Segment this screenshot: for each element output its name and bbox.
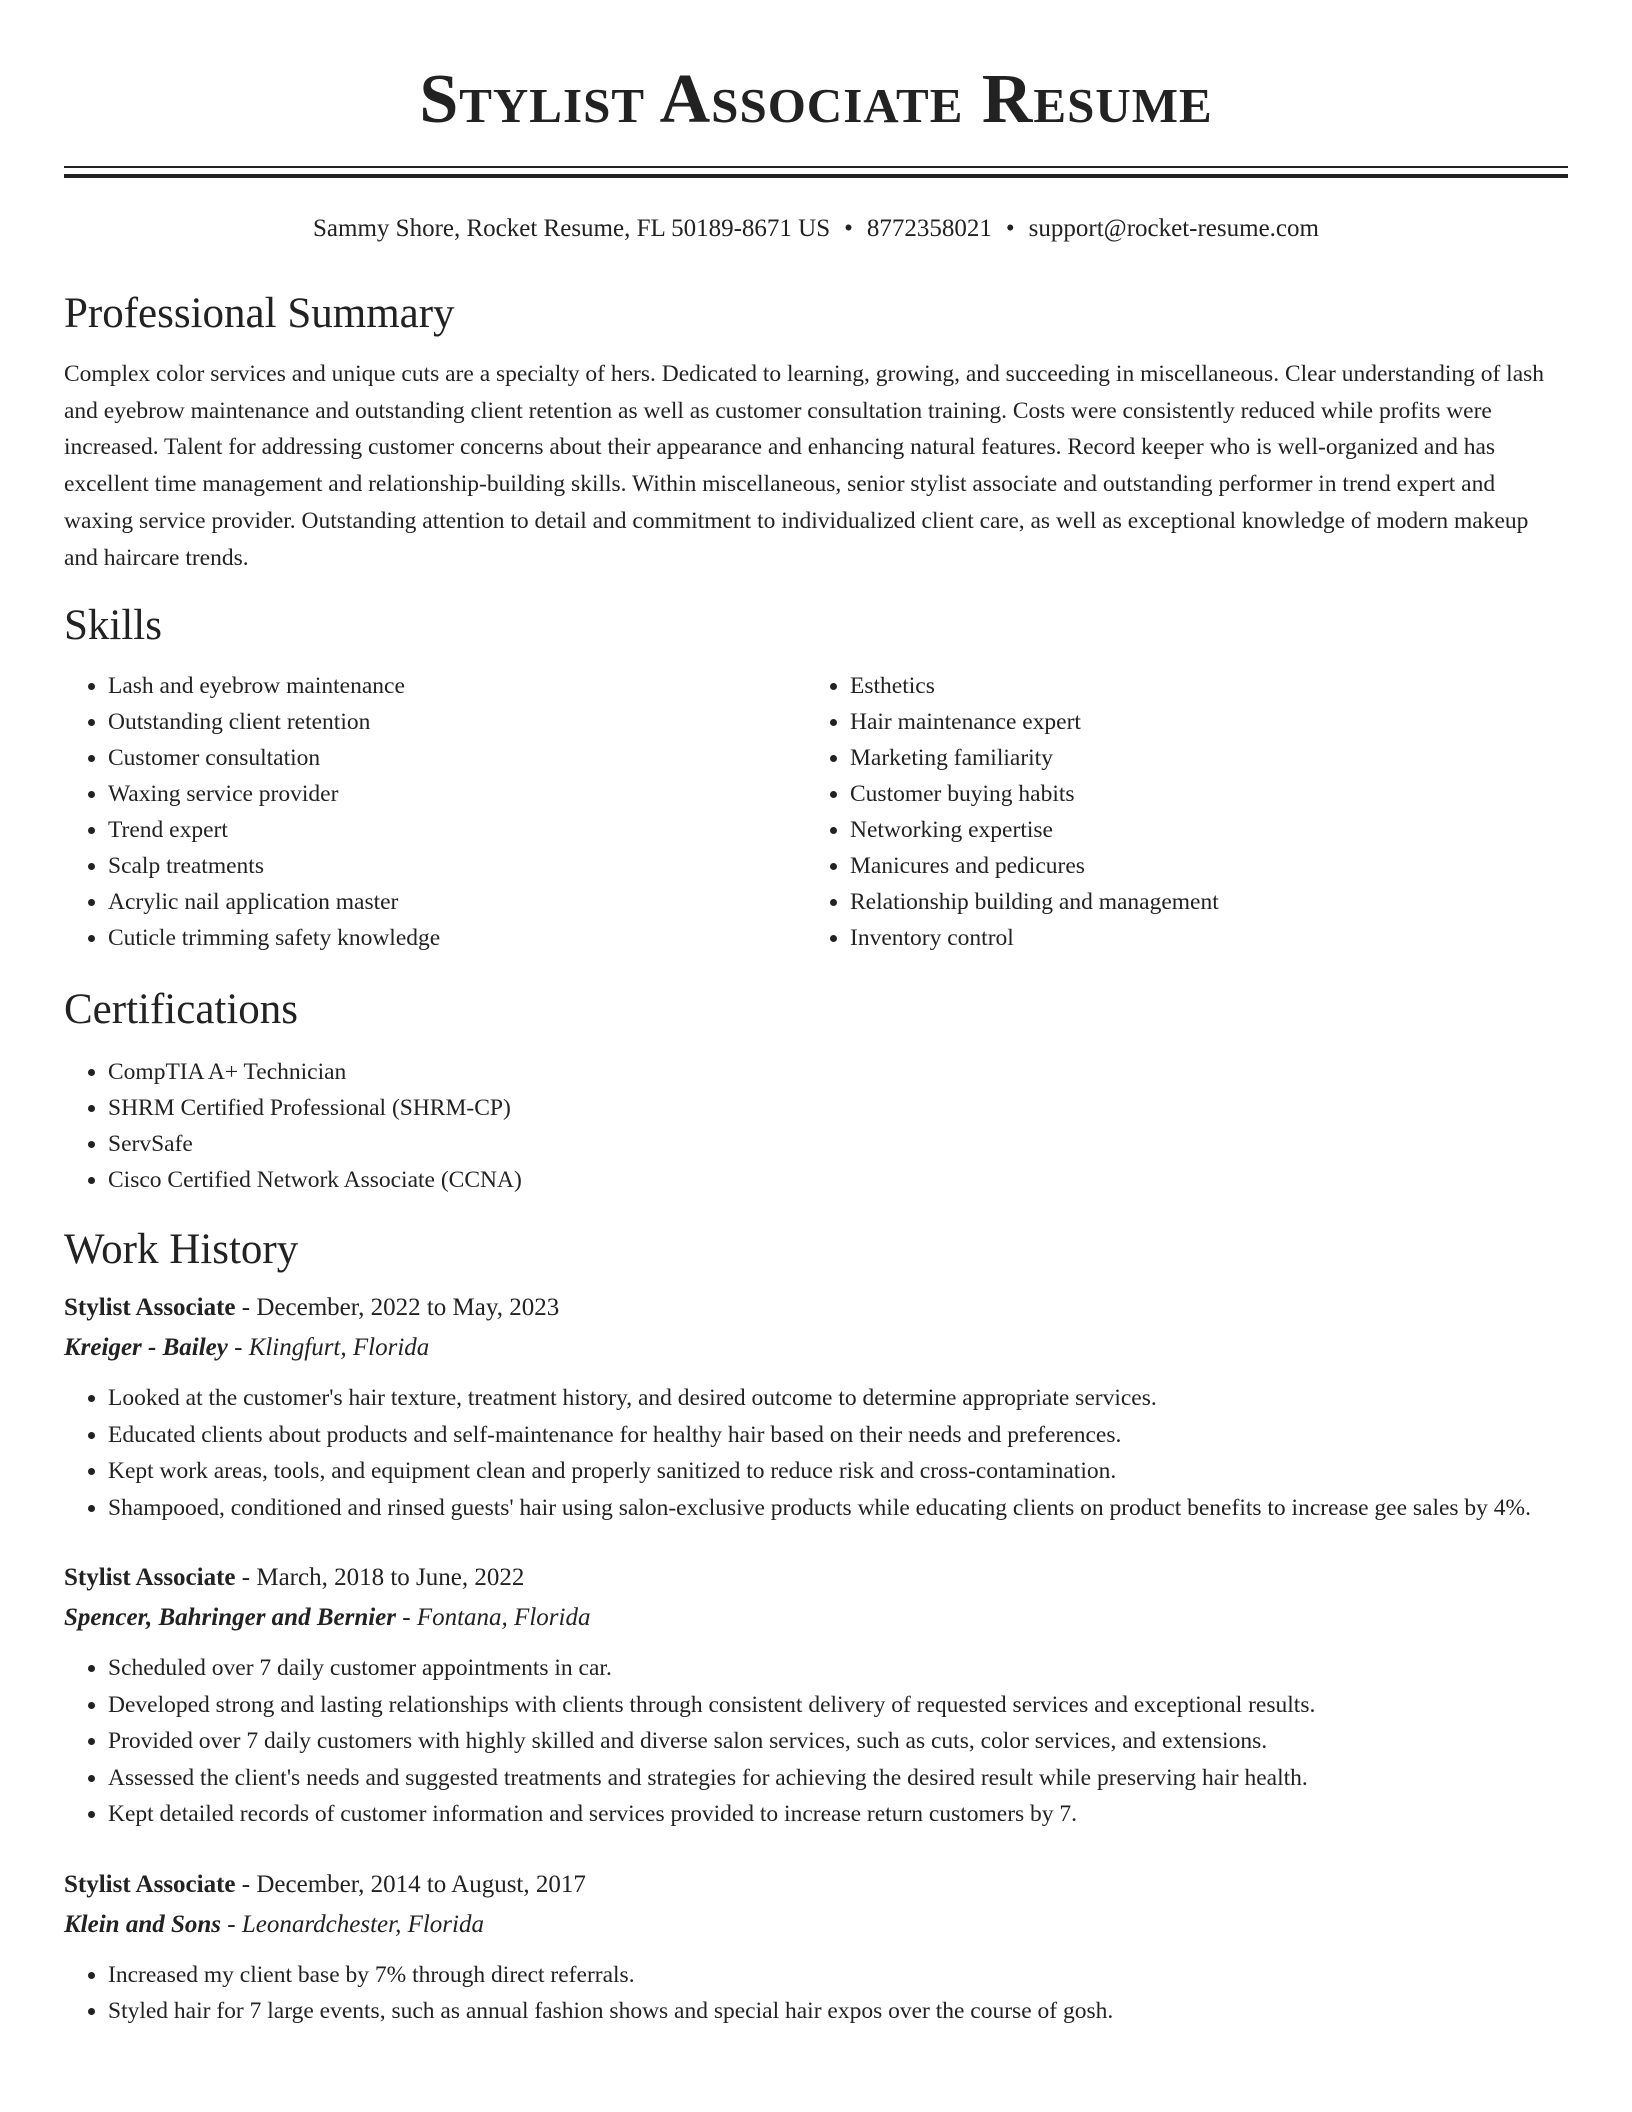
job-dates: March, 2018 to June, 2022 [256,1564,525,1592]
certification-item: • CompTIA A+ Technician [108,1054,1568,1090]
contact-separator: • [844,215,853,242]
certification-item: • ServSafe [108,1126,1568,1162]
skill-item: • Networking expertise [850,812,1548,848]
job-location: Fontana, Florida [416,1604,591,1632]
job-company-line: Klein and Sons - Leonardchester, Florida [64,1910,484,1938]
skills-list-right [806,668,1548,956]
job-title: Stylist Associate [64,1870,236,1898]
skill-item: • Scalp treatments [108,848,806,884]
skill-item: • Customer buying habits [850,776,1548,812]
job-company: Spencer, Bahringer and Bernier [64,1604,397,1632]
skill-item: • Esthetics [850,668,1548,704]
job-duty-item: • Kept work areas, tools, and equipment clean and properly sanitized to reduce risk and cross-contamination. [108,1453,1568,1490]
job-duty-item: • Styled hair for 7 large events, such as annual fashion shows and special hair expos over the course of gosh. [108,1993,1568,2030]
contact-email: support@rocket-resume.com [1028,215,1319,242]
job-company-line: Kreiger - Bailey - Klingfurt, Florida [64,1334,430,1362]
job-company-line: Spencer, Bahringer and Bernier - Fontana, Florida [64,1604,591,1632]
job-duties-list [64,1380,1568,1526]
skills-heading: Skills [64,602,162,650]
job-title: Stylist Associate [64,1294,236,1322]
skill-item: • Cuticle trimming safety knowledge [108,920,806,956]
job-location: Klingfurt, Florida [248,1334,430,1362]
job-entry [64,1288,1568,1526]
work-history-heading: Work History [64,1226,299,1274]
job-duties-list [64,1957,1568,2030]
certifications-heading: Certifications [64,986,299,1034]
job-company: Kreiger - Bailey [64,1334,228,1362]
skills-column-right [806,668,1548,956]
summary-text: Complex color services and unique cuts are a specialty of hers. Dedicated to learning, growing, and succeeding in miscellaneous. Clear understanding of lash and eyebrow maintenance and outstanding client retention as well as customer consultation training. Costs were consistently reduced while profits were increased. Talent for addressing customer concerns about their appearance and enhancing natural features. Record keeper who is well-organized and has excellent time management and relationship-building skills. Within miscellaneous, senior stylist associate and outstanding performer in trend expert and waxing service provider. Outstanding attention to detail and commitment to individualized client care, as well as exceptional knowledge of modern makeup and haircare trends. [64,361,1545,571]
skill-item: • Manicures and pedicures [850,848,1548,884]
contact-line [64,212,1568,246]
job-duty-item: • Assessed the client's needs and suggested treatments and strategies for achieving the desired result while preserving hair health. [108,1760,1568,1797]
job-title: Stylist Associate [64,1564,236,1592]
job-dates: December, 2014 to August, 2017 [256,1870,586,1898]
job-title-line: Stylist Associate - March, 2018 to June, 2022 [64,1564,525,1592]
skills-columns [64,668,1568,956]
skill-item: • Waxing service provider [108,776,806,812]
job-duty-item: • Provided over 7 daily customers with highly skilled and diverse salon services, such as cuts, color services, and extensions. [108,1723,1568,1760]
skill-item: • Outstanding client retention [108,704,806,740]
job-location: Leonardchester, Florida [241,1910,484,1938]
contact-address: Sammy Shore, Rocket Resume, FL 50189-8671 US [313,215,831,242]
title-divider-thick [64,174,1568,178]
skill-item: • Relationship building and management [850,884,1548,920]
skills-list-left [64,668,806,956]
job-title-line: Stylist Associate - December, 2022 to May, 2023 [64,1294,560,1322]
job-duty-item: • Scheduled over 7 daily customer appointments in car. [108,1650,1568,1687]
skill-item: • Trend expert [108,812,806,848]
skill-item: • Lash and eyebrow maintenance [108,668,806,704]
job-duties-list [64,1650,1568,1833]
skill-item: • Customer consultation [108,740,806,776]
certification-item: • SHRM Certified Professional (SHRM-CP) [108,1090,1568,1126]
job-dates: December, 2022 to May, 2023 [256,1294,560,1322]
job-duty-item: • Educated clients about products and self-maintenance for healthy hair based on their needs and preferences. [108,1417,1568,1454]
job-duty-item: • Increased my client base by 7% through direct referrals. [108,1957,1568,1994]
certifications-list [64,1054,1568,1198]
contact-separator: • [1005,215,1015,242]
job-entry [64,1558,1568,1833]
resume-title: Stylist Associate Resume [419,61,1213,138]
skill-item: • Acrylic nail application master [108,884,806,920]
skill-item: • Inventory control [850,920,1548,956]
job-duty-item: • Kept detailed records of customer information and services provided to increase return customers by 7. [108,1796,1568,1833]
job-entry [64,1865,1568,2030]
summary-heading: Professional Summary [64,290,455,337]
contact-phone: 8772358021 [866,215,992,242]
title-divider-thin [64,166,1568,168]
skills-column-left [64,668,806,956]
job-company: Klein and Sons [64,1910,222,1938]
skill-item: • Marketing familiarity [850,740,1548,776]
job-duty-item: • Looked at the customer's hair texture, treatment history, and desired outcome to determine appropriate services. [108,1380,1568,1417]
job-duty-item: • Shampooed, conditioned and rinsed guests' hair using salon-exclusive products while educating clients on product benefits to increase gee sales by 4%. [108,1490,1568,1527]
job-duty-item: • Developed strong and lasting relationships with clients through consistent delivery of requested services and exceptional results. [108,1687,1568,1724]
job-title-line: Stylist Associate - December, 2014 to August, 2017 [64,1870,586,1898]
skill-item: • Hair maintenance expert [850,704,1548,740]
certification-item: • Cisco Certified Network Associate (CCNA) [108,1162,1568,1198]
